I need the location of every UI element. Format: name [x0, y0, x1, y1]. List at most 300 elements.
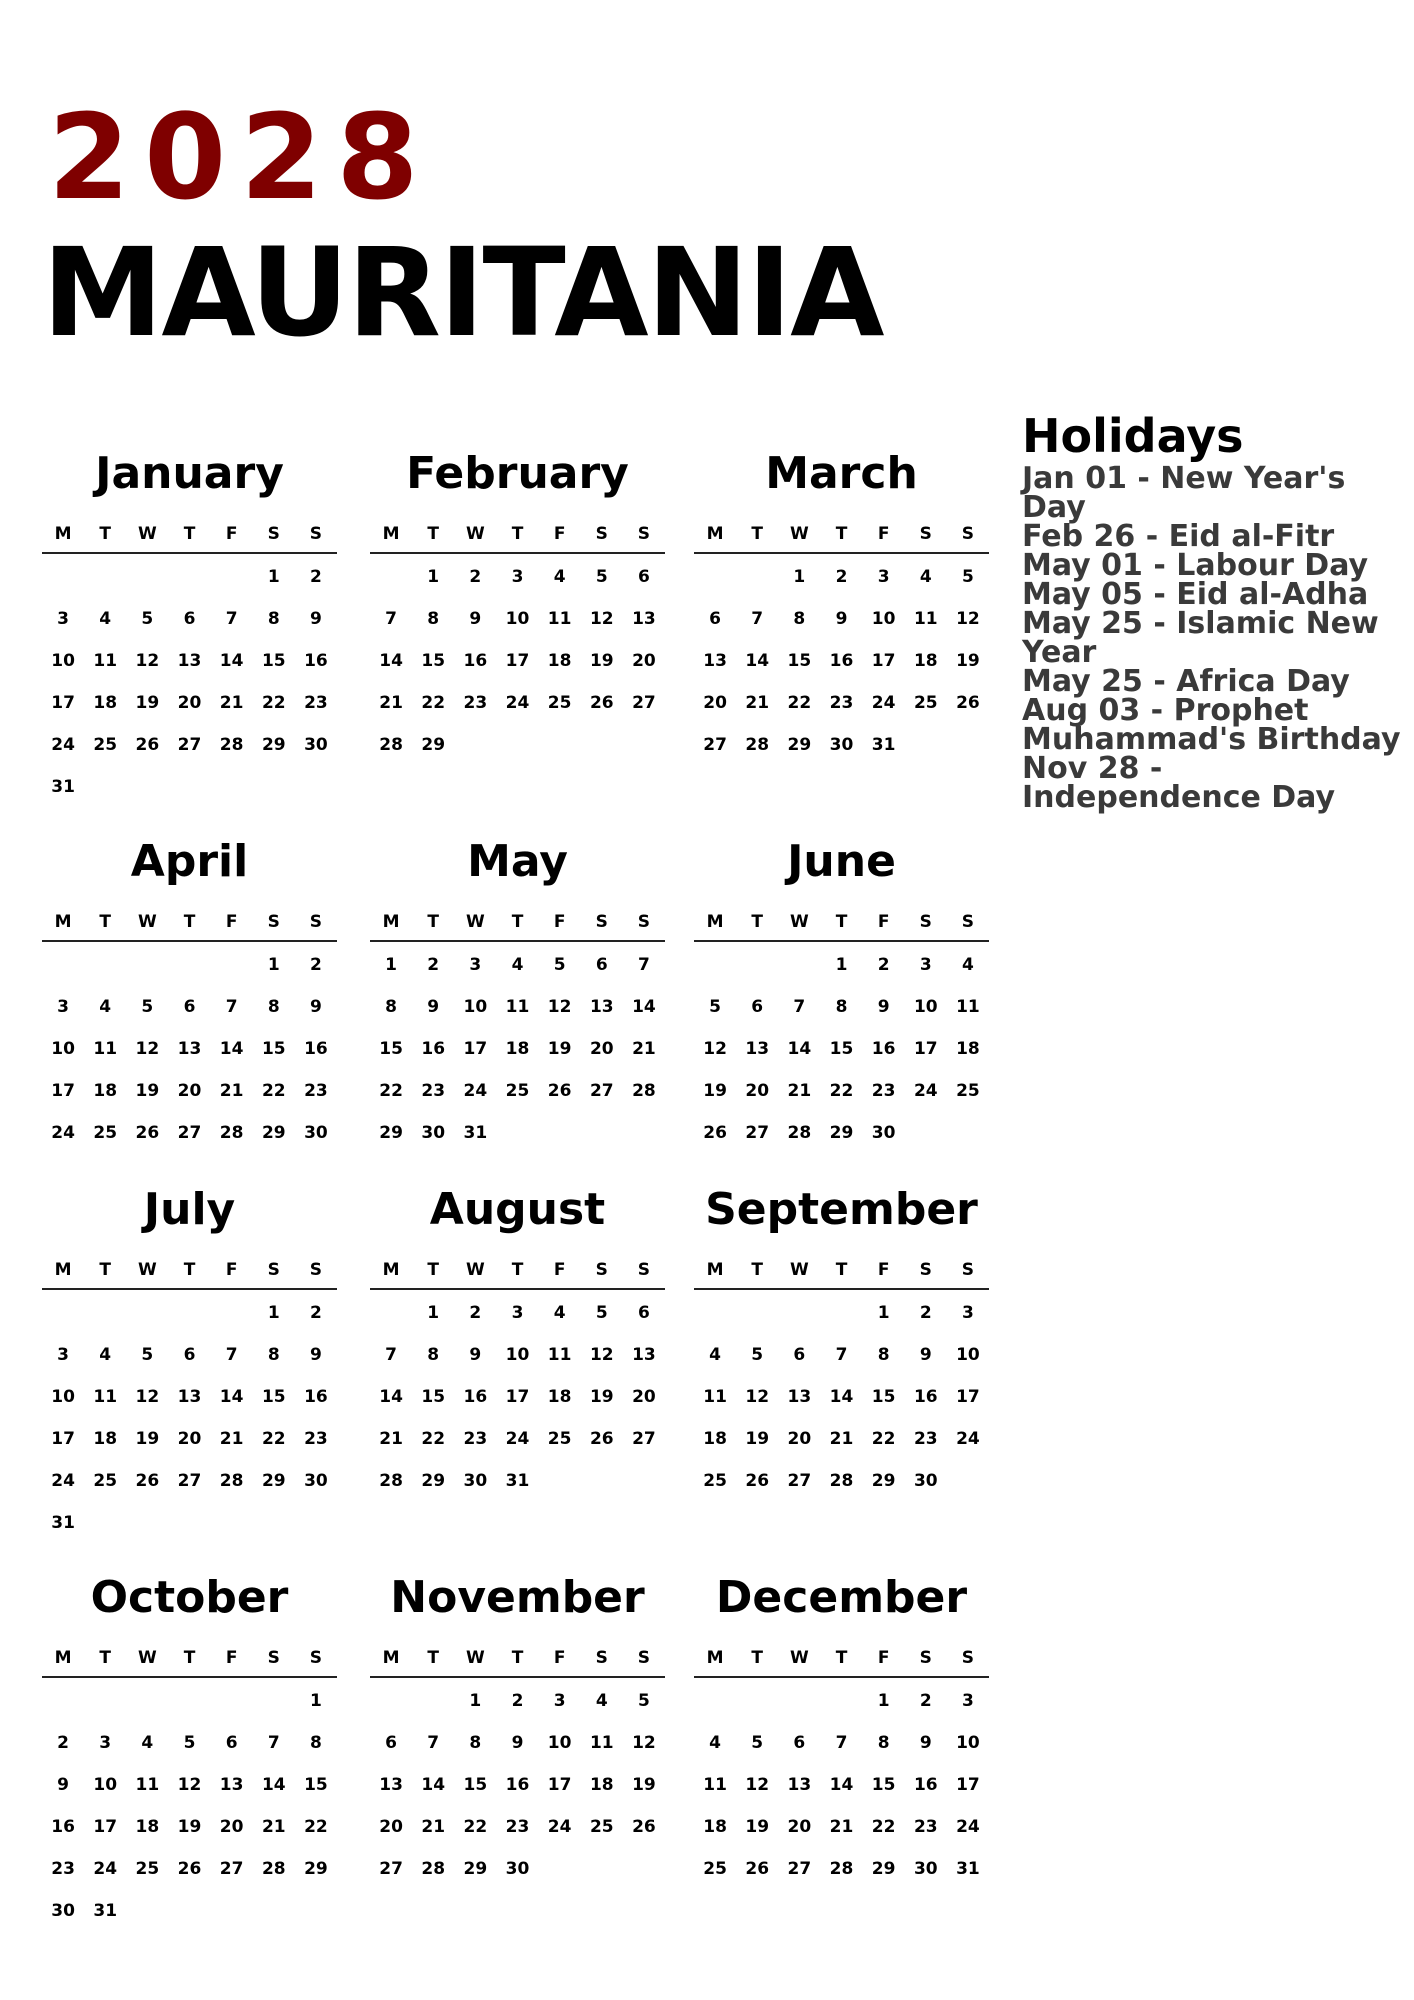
- weekday-label: F: [553, 524, 566, 544]
- day-cell: 15: [829, 1039, 854, 1059]
- day-cell: 15: [463, 1775, 488, 1795]
- month-april: [42, 836, 337, 1154]
- day-cell: 24: [956, 1429, 980, 1449]
- day-cell: 29: [871, 1859, 896, 1879]
- weekday-label: T: [511, 524, 524, 544]
- day-cell: 29: [829, 1123, 854, 1143]
- day-cell: 20: [379, 1817, 403, 1837]
- weekday-label: T: [427, 1260, 440, 1280]
- day-cell: 26: [135, 1471, 160, 1491]
- day-cell: 5: [141, 1345, 154, 1365]
- day-cell: 13: [787, 1775, 812, 1795]
- month-november: [370, 1572, 665, 1890]
- holiday-item: May 01 - Labour Day: [1022, 548, 1369, 584]
- weekday-label: M: [706, 1648, 724, 1668]
- day-cell: 17: [505, 1387, 530, 1407]
- day-cell: 2: [469, 1303, 482, 1323]
- day-cell: 15: [261, 651, 286, 671]
- day-cell: 27: [177, 735, 202, 755]
- day-cell: 5: [637, 1691, 650, 1711]
- day-cell: 20: [787, 1429, 812, 1449]
- weekday-header: [694, 516, 989, 554]
- day-cell: 23: [913, 1817, 938, 1837]
- day-grid: [42, 1292, 337, 1544]
- empty-day-cell: [736, 1292, 778, 1334]
- day-cell: 31: [51, 777, 75, 797]
- day-cell: 27: [632, 693, 656, 713]
- weekday-label: S: [595, 524, 608, 544]
- day-cell: 24: [51, 735, 75, 755]
- day-cell: 1: [793, 567, 806, 587]
- day-cell: 17: [913, 1039, 938, 1059]
- empty-day-cell: [84, 1680, 126, 1722]
- month-february: [370, 448, 665, 766]
- day-cell: 18: [913, 651, 938, 671]
- day-cell: 20: [632, 1387, 656, 1407]
- weekday-label: S: [637, 912, 651, 932]
- day-cell: 4: [595, 1691, 608, 1711]
- day-cell: 8: [385, 997, 397, 1017]
- weekday-label: S: [919, 1648, 932, 1668]
- day-cell: 19: [589, 651, 614, 671]
- day-cell: 30: [421, 1123, 446, 1143]
- weekday-label: S: [309, 1260, 323, 1280]
- day-cell: 16: [871, 1039, 896, 1059]
- weekday-label: W: [137, 1260, 157, 1280]
- holiday-item: May 25 - Africa Day: [1022, 664, 1350, 700]
- day-cell: 1: [835, 955, 848, 975]
- day-cell: 19: [135, 1429, 160, 1449]
- day-cell: 12: [956, 609, 980, 629]
- day-cell: 16: [421, 1039, 446, 1059]
- empty-day-cell: [820, 1680, 862, 1722]
- day-cell: 22: [829, 1081, 854, 1101]
- day-cell: 3: [961, 1303, 974, 1323]
- day-cell: 19: [745, 1429, 770, 1449]
- day-cell: 2: [309, 567, 322, 587]
- day-cell: 18: [93, 1081, 118, 1101]
- day-cell: 2: [427, 955, 440, 975]
- weekday-label: F: [553, 912, 566, 932]
- day-cell: 29: [421, 1471, 446, 1491]
- day-cell: 10: [505, 609, 530, 629]
- day-cell: 28: [829, 1471, 854, 1491]
- weekday-label: T: [511, 912, 524, 932]
- day-cell: 8: [427, 609, 440, 629]
- day-cell: 20: [177, 1429, 202, 1449]
- day-cell: 2: [57, 1733, 69, 1753]
- day-cell: 23: [421, 1081, 446, 1101]
- empty-day-cell: [42, 1292, 84, 1334]
- day-cell: 6: [709, 609, 721, 629]
- day-cell: 14: [379, 651, 403, 671]
- weekday-label: M: [706, 912, 724, 932]
- day-cell: 15: [261, 1039, 286, 1059]
- day-cell: 9: [57, 1775, 69, 1795]
- empty-day-cell: [84, 1292, 126, 1334]
- day-cell: 18: [703, 1817, 727, 1837]
- day-cell: 21: [219, 693, 244, 713]
- day-cell: 10: [871, 609, 896, 629]
- weekday-header: [42, 516, 337, 554]
- day-cell: 23: [304, 1081, 328, 1101]
- day-cell: 3: [553, 1691, 566, 1711]
- weekday-label: M: [382, 912, 400, 932]
- weekday-label: T: [511, 1648, 524, 1668]
- empty-day-cell: [84, 944, 126, 986]
- day-cell: 6: [637, 1303, 650, 1323]
- day-cell: 7: [637, 955, 650, 975]
- day-cell: 21: [745, 693, 770, 713]
- day-cell: 24: [871, 693, 896, 713]
- day-cell: 7: [835, 1345, 848, 1365]
- day-cell: 26: [589, 693, 614, 713]
- day-cell: 22: [871, 1429, 896, 1449]
- day-cell: 28: [261, 1859, 286, 1879]
- weekday-label: F: [225, 1260, 238, 1280]
- weekday-label: S: [267, 1260, 280, 1280]
- weekday-label: S: [961, 912, 975, 932]
- day-cell: 1: [267, 567, 280, 587]
- day-cell: 22: [463, 1817, 488, 1837]
- weekday-label: M: [706, 524, 724, 544]
- day-cell: 4: [553, 567, 566, 587]
- day-cell: 11: [93, 1039, 118, 1059]
- day-cell: 1: [877, 1303, 890, 1323]
- day-cell: 22: [421, 693, 446, 713]
- weekday-label: F: [877, 912, 890, 932]
- day-cell: 6: [751, 997, 764, 1017]
- day-cell: 4: [961, 955, 974, 975]
- day-cell: 15: [421, 1387, 446, 1407]
- day-cell: 3: [99, 1733, 112, 1753]
- day-cell: 24: [547, 1817, 572, 1837]
- day-cell: 17: [505, 651, 530, 671]
- empty-day-cell: [211, 1680, 253, 1722]
- day-cell: 28: [219, 735, 244, 755]
- empty-day-cell: [736, 944, 778, 986]
- day-cell: 25: [703, 1859, 727, 1879]
- weekday-label: F: [225, 524, 238, 544]
- weekday-label: S: [637, 1260, 651, 1280]
- empty-day-cell: [211, 1292, 253, 1334]
- day-cell: 24: [505, 693, 530, 713]
- day-cell: 9: [309, 609, 322, 629]
- day-cell: 1: [267, 955, 280, 975]
- day-cell: 19: [745, 1817, 770, 1837]
- day-cell: 29: [787, 735, 812, 755]
- day-cell: 6: [637, 567, 650, 587]
- day-cell: 24: [51, 1123, 75, 1143]
- day-cell: 21: [421, 1817, 446, 1837]
- day-cell: 15: [787, 651, 812, 671]
- day-cell: 3: [877, 567, 890, 587]
- day-cell: 30: [304, 735, 328, 755]
- day-cell: 7: [225, 609, 238, 629]
- day-cell: 9: [309, 997, 322, 1017]
- day-cell: 1: [309, 1691, 322, 1711]
- month-july: [42, 1184, 337, 1544]
- day-cell: 8: [469, 1733, 482, 1753]
- day-cell: 5: [961, 567, 974, 587]
- day-cell: 24: [463, 1081, 488, 1101]
- day-cell: 11: [703, 1775, 727, 1795]
- holiday-item: Nov 28 - Independence Day: [1022, 751, 1336, 816]
- day-cell: 18: [547, 1387, 572, 1407]
- day-cell: 3: [57, 609, 69, 629]
- day-cell: 20: [632, 651, 656, 671]
- weekday-label: T: [183, 1260, 196, 1280]
- day-cell: 2: [919, 1303, 932, 1323]
- day-cell: 4: [511, 955, 524, 975]
- empty-day-cell: [736, 1680, 778, 1722]
- day-cell: 17: [956, 1387, 980, 1407]
- month-name: November: [390, 1572, 645, 1623]
- weekday-label: S: [595, 912, 608, 932]
- day-cell: 26: [135, 1123, 160, 1143]
- day-cell: 31: [93, 1901, 118, 1921]
- day-cell: 20: [703, 693, 727, 713]
- day-cell: 13: [787, 1387, 812, 1407]
- day-cell: 18: [93, 693, 118, 713]
- day-cell: 19: [632, 1775, 656, 1795]
- day-cell: 7: [835, 1733, 848, 1753]
- day-cell: 27: [745, 1123, 770, 1143]
- day-grid: [370, 1680, 665, 1890]
- day-cell: 16: [304, 1039, 328, 1059]
- day-cell: 27: [177, 1471, 202, 1491]
- empty-day-cell: [126, 556, 168, 598]
- day-cell: 11: [93, 651, 118, 671]
- day-cell: 14: [379, 1387, 403, 1407]
- weekday-label: M: [54, 912, 72, 932]
- empty-day-cell: [42, 1680, 84, 1722]
- weekday-label: F: [553, 1648, 566, 1668]
- day-cell: 2: [309, 1303, 322, 1323]
- weekday-label: T: [835, 912, 848, 932]
- day-cell: 4: [553, 1303, 566, 1323]
- weekday-label: S: [919, 524, 932, 544]
- day-cell: 10: [505, 1345, 530, 1365]
- day-cell: 6: [183, 997, 196, 1017]
- weekday-label: F: [225, 912, 238, 932]
- day-cell: 5: [751, 1345, 764, 1365]
- day-cell: 2: [877, 955, 890, 975]
- empty-day-cell: [168, 1680, 210, 1722]
- day-cell: 25: [135, 1859, 160, 1879]
- empty-day-cell: [126, 1292, 168, 1334]
- day-cell: 13: [632, 1345, 656, 1365]
- day-cell: 23: [463, 693, 488, 713]
- day-grid: [42, 556, 337, 808]
- weekday-header: [370, 1640, 665, 1678]
- day-cell: 23: [829, 693, 854, 713]
- month-may: [370, 836, 665, 1154]
- holiday-item: May 05 - Eid al-Adha: [1022, 577, 1369, 613]
- day-cell: 4: [709, 1345, 721, 1365]
- day-cell: 1: [385, 955, 397, 975]
- weekday-label: T: [183, 912, 196, 932]
- day-cell: 18: [135, 1817, 160, 1837]
- day-cell: 29: [261, 1471, 286, 1491]
- holiday-item: Feb 26 - Eid al-Fitr: [1022, 519, 1335, 555]
- weekday-label: T: [835, 1648, 848, 1668]
- day-cell: 21: [787, 1081, 812, 1101]
- day-cell: 20: [589, 1039, 614, 1059]
- day-grid: [694, 1292, 989, 1502]
- day-cell: 14: [787, 1039, 812, 1059]
- empty-day-cell: [253, 1680, 295, 1722]
- day-cell: 3: [511, 567, 524, 587]
- month-name: February: [406, 448, 629, 499]
- day-cell: 13: [177, 1039, 202, 1059]
- day-cell: 5: [141, 609, 154, 629]
- day-cell: 23: [304, 693, 328, 713]
- day-cell: 1: [469, 1691, 482, 1711]
- day-cell: 8: [877, 1345, 890, 1365]
- empty-day-cell: [778, 1292, 820, 1334]
- month-name: June: [787, 836, 896, 887]
- empty-day-cell: [778, 944, 820, 986]
- weekday-label: S: [595, 1260, 608, 1280]
- weekday-header: [370, 904, 665, 942]
- weekday-label: T: [427, 524, 440, 544]
- day-cell: 22: [787, 693, 812, 713]
- month-name: September: [705, 1184, 978, 1235]
- weekday-label: T: [751, 912, 764, 932]
- holiday-item: Jan 01 - New Year's Day: [1022, 461, 1346, 526]
- empty-day-cell: [168, 1292, 210, 1334]
- day-cell: 16: [913, 1775, 938, 1795]
- day-grid: [42, 1680, 337, 1932]
- day-cell: 10: [51, 1387, 75, 1407]
- day-cell: 26: [547, 1081, 572, 1101]
- weekday-label: M: [382, 524, 400, 544]
- weekday-header: [370, 1252, 665, 1290]
- empty-day-cell: [211, 556, 253, 598]
- weekday-header: [42, 904, 337, 942]
- day-cell: 26: [703, 1123, 727, 1143]
- day-cell: 14: [421, 1775, 446, 1795]
- weekday-label: M: [54, 1648, 72, 1668]
- day-cell: 13: [745, 1039, 770, 1059]
- day-cell: 7: [385, 609, 397, 629]
- empty-day-cell: [370, 1292, 412, 1334]
- day-cell: 15: [871, 1387, 896, 1407]
- weekday-label: W: [789, 1260, 809, 1280]
- day-cell: 16: [829, 651, 854, 671]
- weekday-label: S: [961, 1260, 975, 1280]
- day-cell: 29: [304, 1859, 328, 1879]
- day-cell: 17: [93, 1817, 118, 1837]
- day-cell: 26: [135, 735, 160, 755]
- day-cell: 11: [505, 997, 530, 1017]
- day-cell: 2: [835, 567, 848, 587]
- day-cell: 13: [589, 997, 614, 1017]
- day-cell: 1: [427, 1303, 440, 1323]
- day-cell: 29: [421, 735, 446, 755]
- day-cell: 8: [267, 1345, 280, 1365]
- day-cell: 17: [547, 1775, 572, 1795]
- day-cell: 8: [793, 609, 806, 629]
- day-cell: 15: [871, 1775, 896, 1795]
- day-cell: 13: [703, 651, 727, 671]
- day-cell: 31: [463, 1123, 488, 1143]
- day-cell: 12: [745, 1387, 770, 1407]
- day-cell: 19: [589, 1387, 614, 1407]
- day-cell: 4: [919, 567, 932, 587]
- weekday-header: [42, 1640, 337, 1678]
- empty-day-cell: [694, 1292, 736, 1334]
- day-cell: 28: [219, 1123, 244, 1143]
- day-cell: 28: [787, 1123, 812, 1143]
- day-cell: 8: [427, 1345, 440, 1365]
- day-cell: 6: [793, 1733, 806, 1753]
- day-cell: 19: [956, 651, 980, 671]
- empty-day-cell: [211, 944, 253, 986]
- day-cell: 25: [589, 1817, 614, 1837]
- weekday-label: S: [637, 524, 651, 544]
- day-cell: 5: [141, 997, 154, 1017]
- holiday-item: Aug 03 - Prophet Muhammad's Birthday: [1022, 693, 1401, 758]
- weekday-label: W: [789, 912, 809, 932]
- day-cell: 3: [919, 955, 932, 975]
- day-cell: 27: [703, 735, 727, 755]
- day-cell: 1: [877, 1691, 890, 1711]
- day-cell: 20: [219, 1817, 244, 1837]
- weekday-label: F: [877, 1648, 890, 1668]
- day-cell: 21: [219, 1081, 244, 1101]
- day-cell: 27: [787, 1859, 812, 1879]
- day-cell: 12: [589, 609, 614, 629]
- day-cell: 10: [51, 1039, 75, 1059]
- weekday-label: T: [751, 524, 764, 544]
- weekday-label: T: [427, 1648, 440, 1668]
- empty-day-cell: [42, 556, 84, 598]
- day-cell: 1: [427, 567, 440, 587]
- empty-day-cell: [412, 1680, 454, 1722]
- weekday-label: T: [511, 1260, 524, 1280]
- day-cell: 14: [219, 1387, 244, 1407]
- day-cell: 22: [261, 1429, 286, 1449]
- day-cell: 27: [219, 1859, 244, 1879]
- day-cell: 27: [787, 1471, 812, 1491]
- day-cell: 22: [421, 1429, 446, 1449]
- day-cell: 3: [57, 997, 69, 1017]
- day-cell: 28: [421, 1859, 446, 1879]
- day-cell: 12: [135, 1039, 160, 1059]
- day-cell: 5: [595, 567, 608, 587]
- day-cell: 12: [703, 1039, 727, 1059]
- day-cell: 26: [177, 1859, 202, 1879]
- day-cell: 12: [177, 1775, 202, 1795]
- month-name: July: [143, 1184, 236, 1235]
- day-cell: 12: [632, 1733, 656, 1753]
- day-cell: 4: [99, 609, 112, 629]
- day-cell: 2: [309, 955, 322, 975]
- weekday-label: M: [382, 1648, 400, 1668]
- weekday-label: S: [309, 524, 323, 544]
- empty-day-cell: [168, 944, 210, 986]
- weekday-label: S: [637, 1648, 651, 1668]
- day-cell: 10: [463, 997, 488, 1017]
- month-june: [694, 836, 989, 1154]
- day-cell: 17: [51, 1429, 75, 1449]
- day-cell: 7: [793, 997, 806, 1017]
- day-cell: 12: [745, 1775, 770, 1795]
- day-cell: 22: [261, 693, 286, 713]
- day-cell: 11: [589, 1733, 614, 1753]
